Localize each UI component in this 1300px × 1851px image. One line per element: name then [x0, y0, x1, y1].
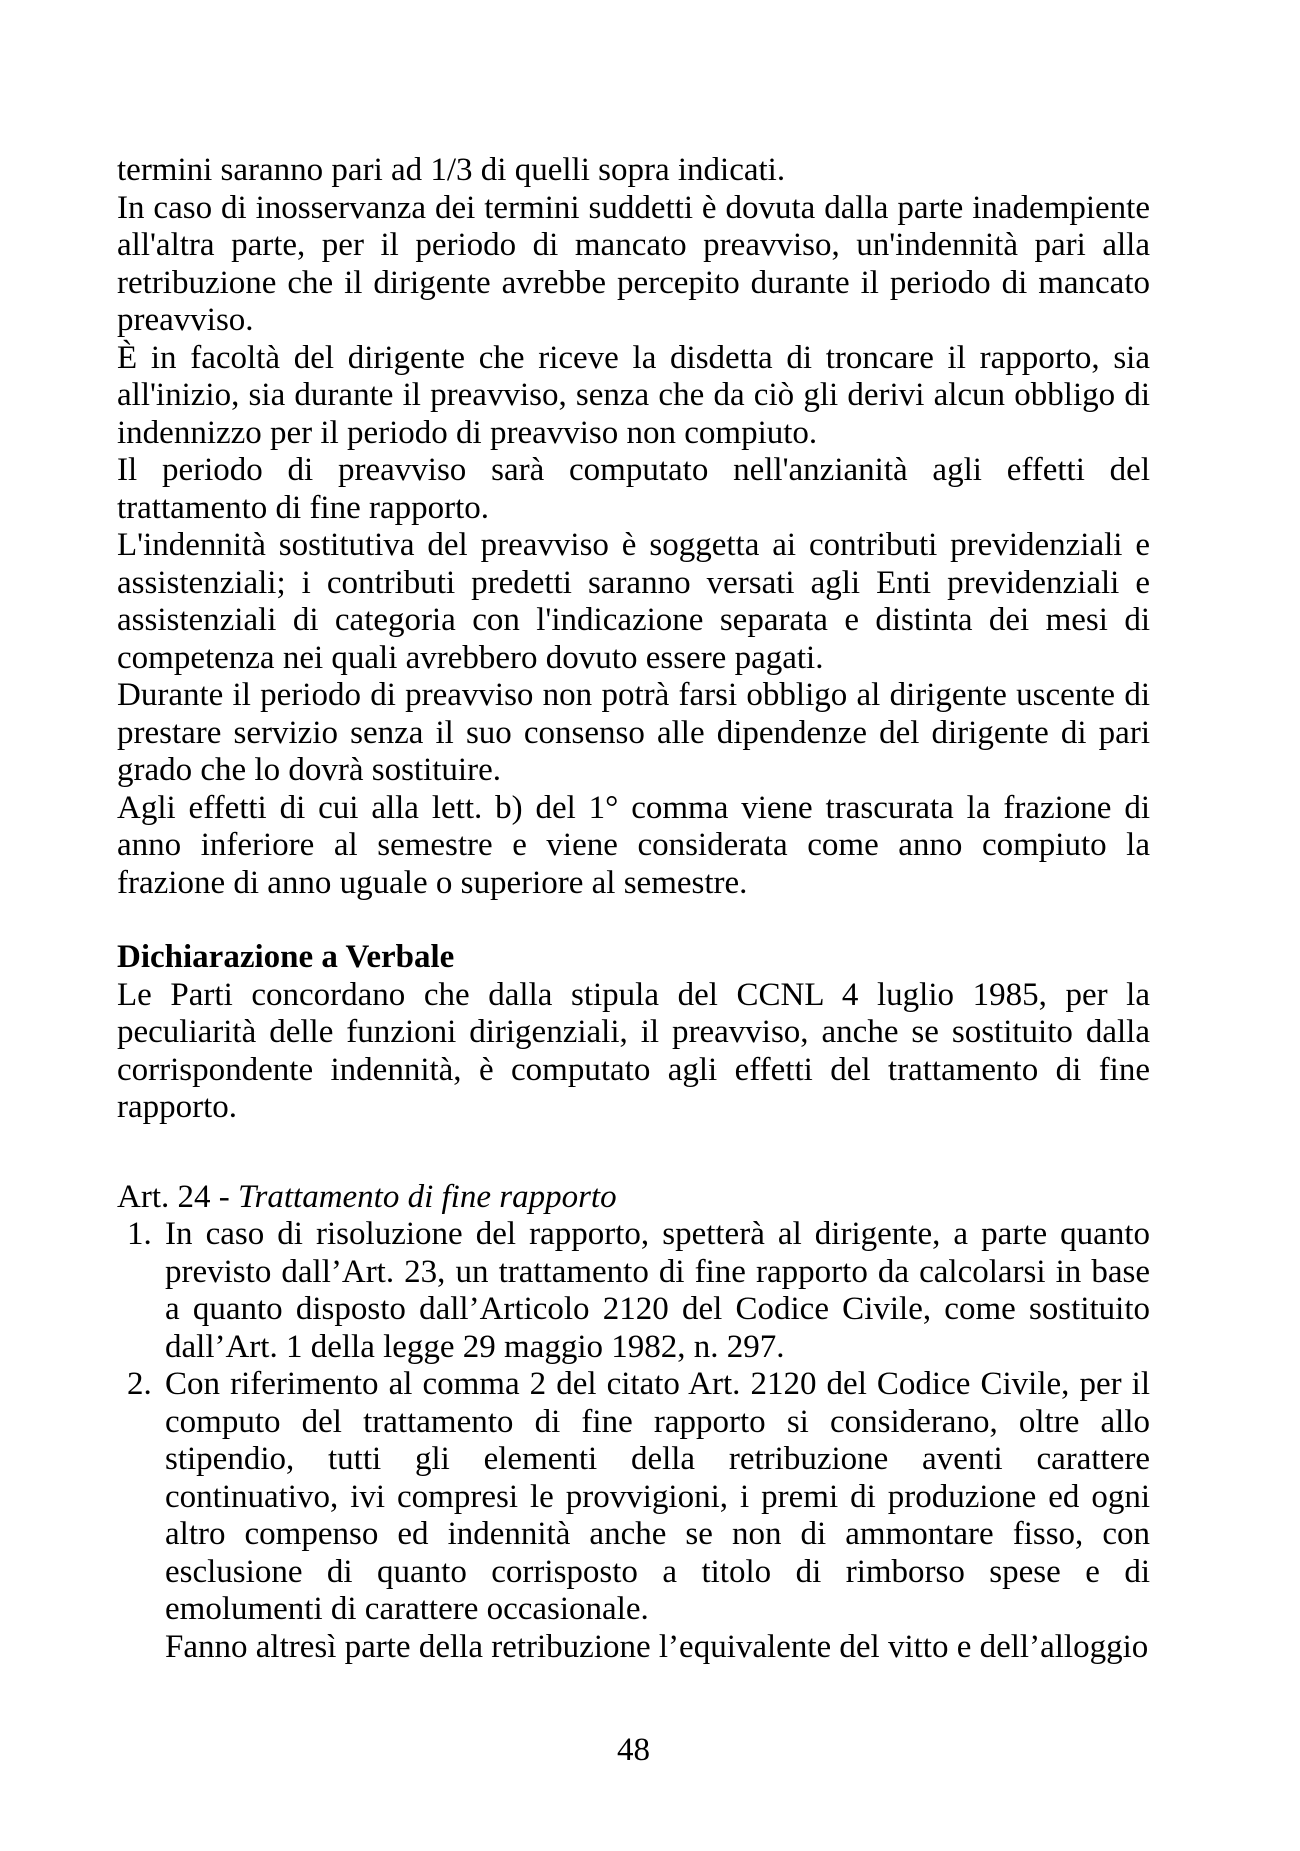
paragraph-facolta-dirigente: È in facoltà del dirigente che riceve la disdetta di troncare il rapporto, sia all'inizio, sia durante il preavviso, senza che da ciò gli derivi alcun obbligo di indennizzo per il periodo di preavviso non compiuto. [117, 339, 1150, 451]
list-item-2 [117, 1366, 1150, 1666]
list-item-2-text: Con riferimento al comma 2 del citato Art. 2120 del Codice Civile, per il computo del trattamento di fine rapporto si considerano, oltre allo stipendio, tutti gli elementi della retribuzione aventi carattere continuativo, ivi compresi le provvigioni, i premi di produzione ed ogni altro compenso ed indennità anche se non di ammontare fisso, con esclusione di quanto corrisposto a titolo di rimborso spese e di emolumenti di carattere occasionale. [165, 1366, 1150, 1627]
article-heading [117, 1179, 1150, 1217]
list-item-2-marker: 2. [127, 1366, 152, 1402]
article-number-label: Art. 24 - [117, 1178, 238, 1215]
paragraph-inosservanza: In caso di inosservanza dei termini suddetti è dovuta dalla parte inadempiente all'altra parte, per il periodo di mancato preavviso, un'indennità pari alla retribuzione che il dirigente avrebbe percepito durante il periodo di mancato preavviso. [117, 189, 1150, 338]
paragraph-indennita-sostitutiva: L'indennità sostitutiva del preavviso è soggetta ai contributi previdenziali e assistenziali; i contributi predetti saranno versati agli Enti previdenziali e assistenziali di categoria con l'indicazione separata e distinta dei mesi di competenza nei quali avrebbero dovuto essere pagati. [117, 527, 1150, 676]
paragraph-durante-preavviso: Durante il periodo di preavviso non potrà farsi obbligo al dirigente uscente di prestare servizio senza il suo consenso alle dipendenze del dirigente di pari grado che lo dovrà sostituire. [117, 677, 1150, 788]
article-title: Trattamento di fine rapporto [237, 1178, 617, 1215]
paragraph-termini: termini saranno pari ad 1/3 di quelli sopra indicati. [117, 152, 786, 188]
paragraph-agli-effetti: Agli effetti di cui alla lett. b) del 1° comma viene trascurata la frazione di anno inferiore al semestre e viene considerata come anno compiuto la frazione di anno uguale o superiore al semestre. [117, 789, 1150, 901]
declaration-body: Le Parti concordano che dalla stipula del CCNL 4 luglio 1985, per la peculiarità delle funzioni dirigenziali, il preavviso, anche se sostituito dalla corrispondente indennità, è computato agli effetti del trattamento di fine rapporto. [117, 976, 1150, 1125]
list-item-1-text: In caso di risoluzione del rapporto, spetterà al dirigente, a parte quanto previsto dall’Art. 23, un trattamento di fine rapporto da calcolarsi in base a quanto disposto dall’Articolo 2120 del Codice Civile, come sostituito dall’Art. 1 della legge 29 maggio 1982, n. 297. [165, 1216, 1150, 1365]
paragraph-periodo-preavviso: Il periodo di preavviso sarà computato nell'anzianità agli effetti del trattamento di fine rapporto. [117, 452, 1150, 526]
document-body [117, 152, 1150, 1666]
list-item-1-marker: 1. [127, 1216, 152, 1252]
declaration-heading: Dichiarazione a Verbale [117, 939, 455, 975]
list-item-2-continuation: Fanno altresì parte della retribuzione l’equivalente del vitto e dell’alloggio [165, 1628, 1149, 1665]
page-number: 48 [617, 1732, 650, 1768]
article-numbered-list [117, 1216, 1150, 1666]
list-item-1 [117, 1216, 1150, 1366]
